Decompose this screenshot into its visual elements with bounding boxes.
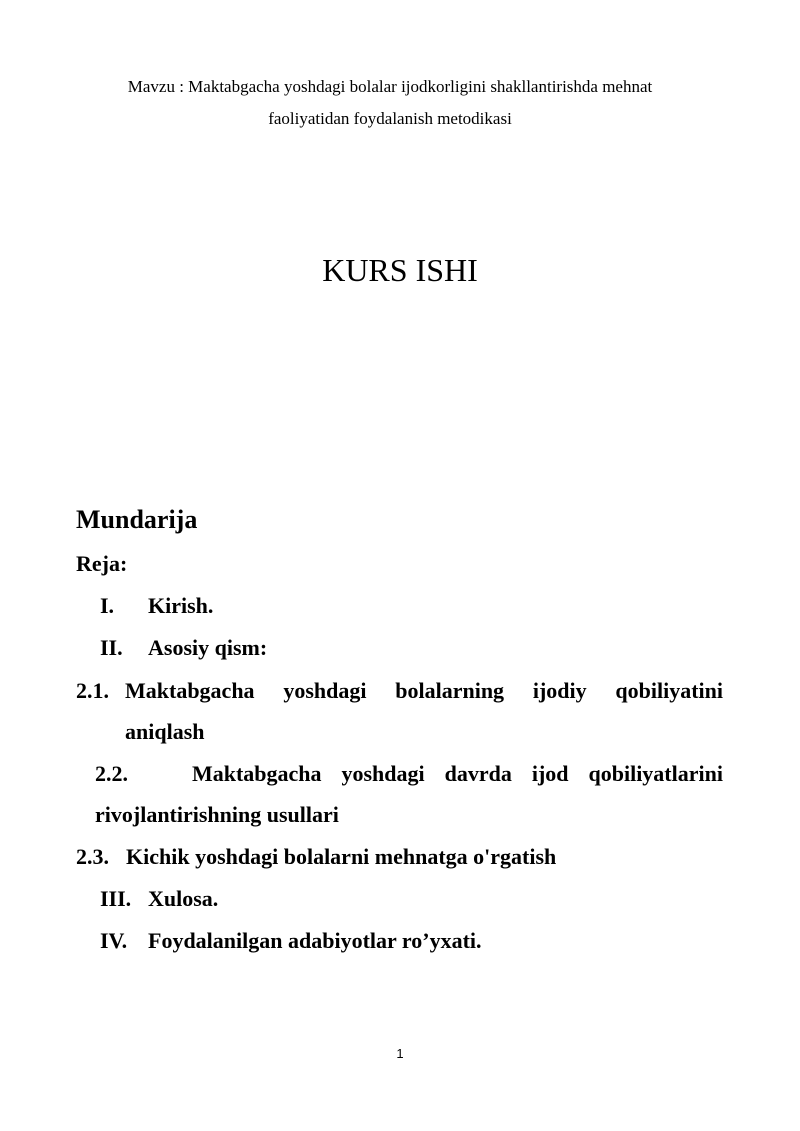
plan-heading: Reja: bbox=[76, 551, 128, 576]
toc-item-2-2-line1 bbox=[95, 760, 723, 788]
toc-word: davrda bbox=[444, 761, 512, 786]
toc-item-kirish bbox=[100, 592, 213, 620]
toc-word: Maktabgacha bbox=[191, 761, 322, 786]
toc-item-2-1-line1 bbox=[125, 677, 723, 705]
toc-text: Xulosa. bbox=[148, 886, 219, 911]
toc-number: 2.2. bbox=[95, 761, 128, 786]
toc-number-2-1: 2.1. bbox=[76, 678, 109, 703]
toc-word: qobiliyatini bbox=[615, 678, 723, 703]
toc-word: Maktabgacha bbox=[125, 678, 255, 703]
toc-word: ijod bbox=[531, 761, 569, 786]
topic-line-1: Mavzu : Maktabgacha yoshdagi bolalar ijodkorligini shakllantirishda mehnat bbox=[127, 77, 653, 96]
toc-item-adabiyotlar bbox=[100, 927, 482, 955]
contents-heading: Mundarija bbox=[76, 505, 198, 534]
toc-number: II. bbox=[100, 635, 123, 660]
document-title: KURS ISHI bbox=[322, 252, 478, 288]
toc-number: I. bbox=[100, 593, 115, 618]
toc-item-2-1-line2: aniqlash bbox=[125, 719, 205, 744]
toc-number: 2.3. bbox=[76, 844, 109, 869]
toc-number: IV. bbox=[100, 928, 128, 953]
toc-item-asosiy-qism bbox=[100, 634, 267, 662]
toc-word: bolalarning bbox=[395, 678, 505, 703]
toc-text: Kirish. bbox=[148, 593, 214, 618]
toc-word: yoshdagi bbox=[283, 678, 367, 703]
toc-item-2-3 bbox=[76, 843, 556, 871]
toc-word: qobiliyatlarini bbox=[588, 761, 723, 786]
topic-line-2: faoliyatidan foydalanish metodikasi bbox=[268, 109, 512, 128]
toc-word: ijodiy bbox=[532, 678, 587, 703]
page-number: 1 bbox=[396, 1046, 404, 1061]
toc-word: yoshdagi bbox=[341, 761, 425, 786]
toc-item-2-2-line2: rivojlantirishning usullari bbox=[95, 802, 339, 827]
toc-item-xulosa bbox=[100, 885, 218, 913]
toc-number: III. bbox=[100, 886, 132, 911]
toc-text: Foydalanilgan adabiyotlar ro’yxati. bbox=[148, 928, 482, 953]
toc-text: Asosiy qism: bbox=[148, 635, 268, 660]
toc-text: Kichik yoshdagi bolalarni mehnatga o'rgatish bbox=[126, 844, 557, 869]
